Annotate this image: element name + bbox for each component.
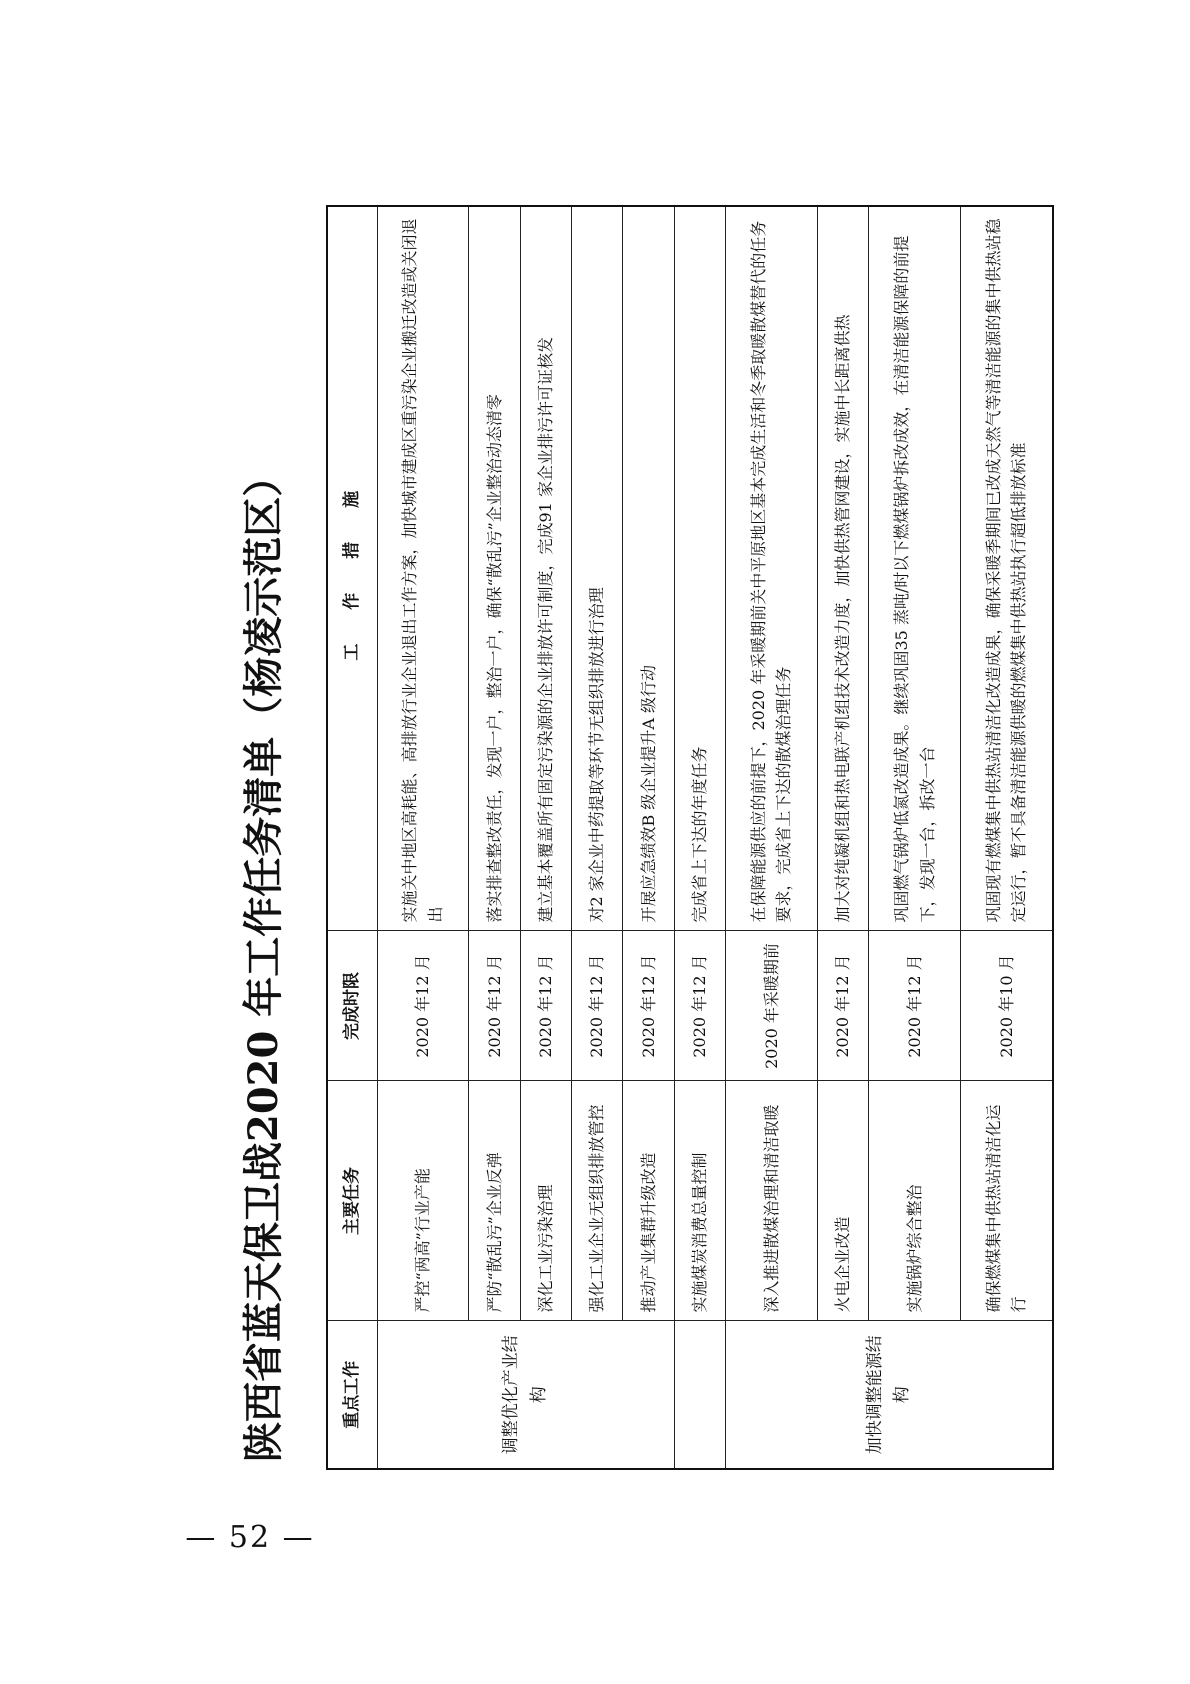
measure-cell: 加大对纯凝机组和热电联产机组技术改造力度，加快供热管网建设，实施中长距离供热 — [817, 206, 868, 931]
deadline-cell: 2020 年12 月 — [571, 931, 622, 1081]
area-cell-energy: 加快调整能源结构 — [726, 1321, 1053, 1469]
table-row — [520, 206, 571, 1469]
deadline-cell: 2020 年12 月 — [520, 931, 571, 1081]
table-row — [623, 206, 674, 1469]
task-table — [326, 205, 1054, 1470]
task-cell: 强化工业企业无组织排放管控 — [571, 1081, 622, 1321]
area-cell-industry: 调整优化产业结构 — [377, 1321, 674, 1469]
header-deadline: 完成时限 — [327, 931, 377, 1081]
deadline-cell: 2020 年12 月 — [869, 931, 961, 1081]
header-measure-label: 工 作 措 施 — [341, 476, 362, 661]
deadline-cell: 2020 年12 月 — [377, 931, 469, 1081]
measure-cell: 在保障能源供应的前提下，2020 年采暖期前关中平原地区基本完成生活和冬季取暖散煤替代的任务要求，完成省上下达的散煤治理任务 — [726, 206, 818, 931]
table-row — [726, 206, 818, 1469]
task-cell: 严防“散乱污”企业反弹 — [469, 1081, 520, 1321]
task-cell: 严控“两高”行业产能 — [377, 1081, 469, 1321]
header-measure — [327, 206, 377, 931]
measure-cell: 巩固现有燃煤集中供热站清洁化改造成果，确保采暖季期间已改成天然气等清洁能源的集中供热站稳定运行，暂不具备清洁能源供暖的燃煤集中供热站执行超低排放标准 — [960, 206, 1053, 931]
task-cell: 实施煤炭消费总量控制 — [674, 1081, 725, 1321]
measure-cell: 建立基本覆盖所有固定污染源的企业排放许可制度，完成91 家企业排污许可证核发 — [520, 206, 571, 931]
table-row — [960, 206, 1053, 1469]
header-area: 重点工作 — [327, 1321, 377, 1469]
deadline-cell: 2020 年12 月 — [469, 931, 520, 1081]
page-number: — 52 — — [185, 1520, 315, 1555]
deadline-cell: 2020 年12 月 — [817, 931, 868, 1081]
task-cell: 深化工业污染治理 — [520, 1081, 571, 1321]
measure-cell: 实施关中地区高耗能、高排放行业企业退出工作方案，加快城市建成区重污染企业搬迁改造或关闭退出 — [377, 206, 469, 931]
task-cell: 确保燃煤集中供热站清洁化运行 — [960, 1081, 1053, 1321]
table-header-row — [327, 206, 377, 1469]
measure-cell: 开展应急绩效B 级企业提升A 级行动 — [623, 206, 674, 931]
area-cell-blank — [674, 1321, 725, 1469]
deadline-cell: 2020 年采暖期前 — [726, 931, 818, 1081]
deadline-cell: 2020 年12 月 — [623, 931, 674, 1081]
table-row — [571, 206, 622, 1469]
task-cell: 火电企业改造 — [817, 1081, 868, 1321]
measure-cell: 完成省上下达的年度任务 — [674, 206, 725, 931]
task-cell: 实施锅炉综合整治 — [869, 1081, 961, 1321]
table-row — [817, 206, 868, 1469]
table-row — [377, 206, 469, 1469]
table-row — [674, 206, 725, 1469]
measure-cell: 对2 家企业中药提取等环节无组织排放进行治理 — [571, 206, 622, 931]
task-cell: 推动产业集群升级改造 — [623, 1081, 674, 1321]
header-task: 主要任务 — [327, 1081, 377, 1321]
document-title: 陕西省蓝天保卫战2020 年工作任务清单（杨凌示范区） — [240, 456, 287, 1462]
table-row — [469, 206, 520, 1469]
task-cell: 深入推进散煤治理和清洁取暖 — [726, 1081, 818, 1321]
measure-cell: 巩固燃气锅炉低氮改造成果。继续巩固35 蒸吨/时以下燃煤锅炉拆改成效，在清洁能源保障的前提下，发现一台，拆改一台 — [869, 206, 961, 931]
deadline-cell: 2020 年12 月 — [674, 931, 725, 1081]
deadline-cell: 2020 年10 月 — [960, 931, 1053, 1081]
table-row — [869, 206, 961, 1469]
rotated-page-content — [219, 205, 1054, 1470]
measure-cell: 落实排查整改责任，发现一户，整治一户，确保“散乱污”企业整治动态清零 — [469, 206, 520, 931]
